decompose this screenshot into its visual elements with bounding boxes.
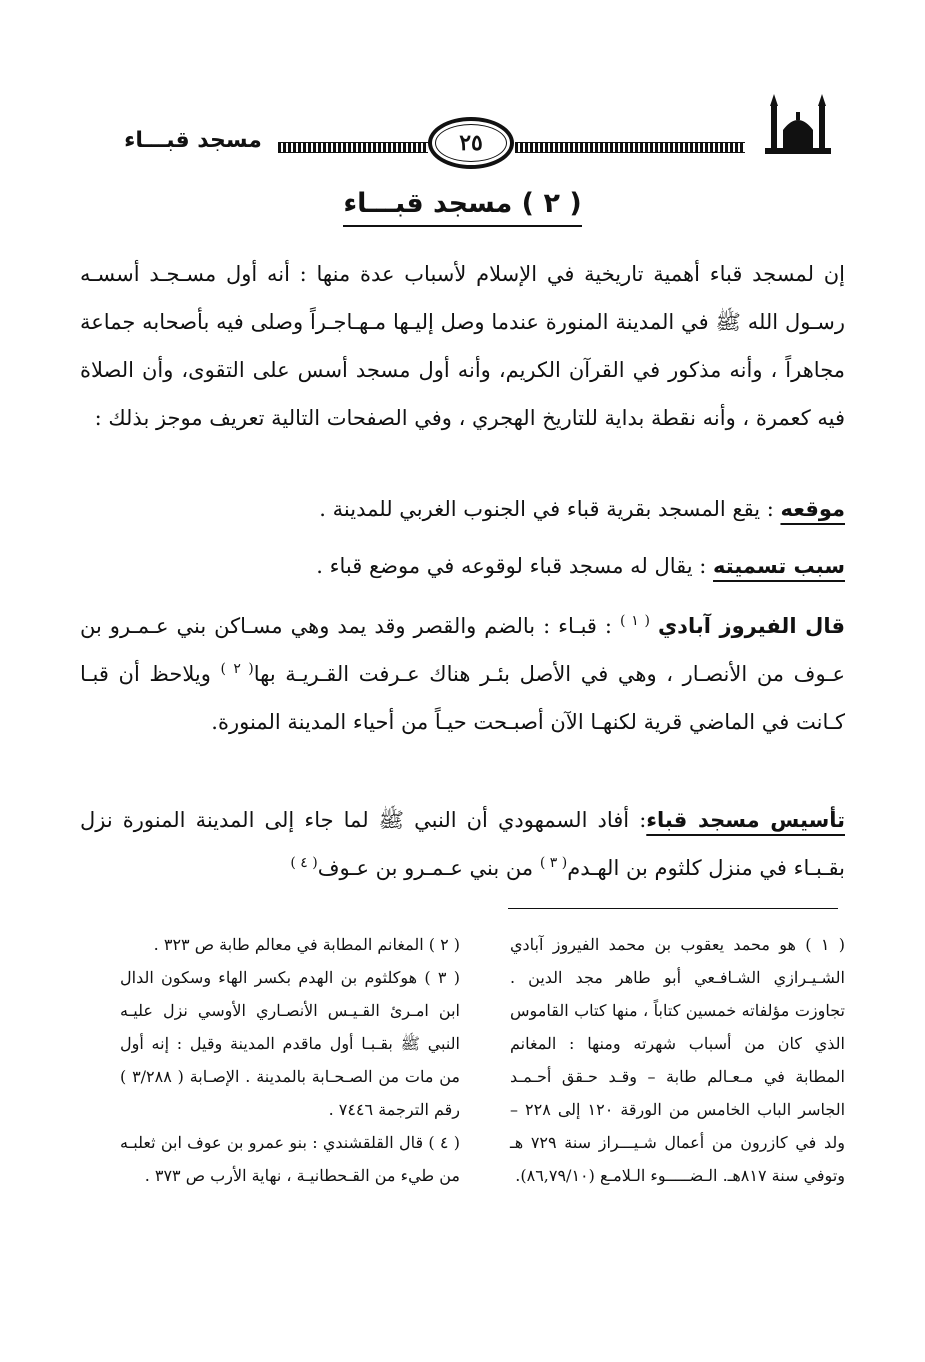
fairuzabadi-text: : قبـاء : بالضم والقصر وقد يمد وهي مسـاكن بني عـمـرو بن عـوف من الأنصـار ، وهي في الأصل بئـر هناك عـرفت القـريـة بها <box>80 614 845 686</box>
footnote-4: ( ٤ ) قال القلقشندي : بنو عمرو بن عوف ابن ثعلبـه من طيء من القـحطانيـة ، نهاية الأرب ص ٣٧٣ . <box>120 1133 460 1185</box>
footnote-1: ( ١ ) هو محمد يعقوب بن محمد الفيروز آبادي الشـيـرازي الشـافـعي أبو طاهر مجد الدين . تجاوزت مؤلفاته خمسين كتاباً ، منها كتاب القاموس الذي كان من أسباب شهرته ومنها : المغانم المطابة في مـعـالم طابة – وقـد حـقق أحـمـد الجاسر الباب الخامس من الورقة ١٢٠ إلى ٢٢٨ – ولد في كازرون من أعمال شـيـــراز سنة ٧٢٩ هـ وتوفي سنة ٨١٧هـ. الـضـــــوء الـلامـع (٨٦,٧٩/١٠). <box>510 935 846 1185</box>
naming-text: : يقال له مسجد قباء لوقوعه في موضع قباء . <box>316 554 714 578</box>
footnotes-left-column <box>120 928 460 1192</box>
fairuzabadi-text-continued: ويلاحظ أن قبـا كـانت في الماضي قرية لكنهـا الآن أصبـحت حيـاً من أحياء المدينة المنورة. <box>80 662 845 734</box>
page-number: ٢٥ <box>428 117 514 169</box>
founding-heading: تأسيس مسجد قباء <box>646 808 845 832</box>
fairuzabadi-heading: قال الفيروز آبادي <box>657 614 845 638</box>
founding-paragraph <box>80 796 845 892</box>
footnotes-right-column <box>510 928 845 1192</box>
footnote-ref-2[interactable]: ( ٢ ) <box>220 661 254 677</box>
chapter-title-text: ( ٢ ) مسجد قبـــاء <box>343 188 581 227</box>
naming-heading: سبب تسميته <box>713 554 845 578</box>
naming-paragraph <box>80 542 845 590</box>
footnote-2: ( ٢ ) المغانم المطابة في معالم طابة ص ٣٢٣ . <box>153 935 460 954</box>
header-ornamental-rule <box>515 142 745 153</box>
running-title: مسجد قبـــاء <box>124 128 262 153</box>
fairuzabadi-paragraph <box>80 602 845 746</box>
founding-text-continued: من بني عـمـرو بن عـوف <box>317 856 540 880</box>
footnote-separator <box>508 908 838 909</box>
location-paragraph <box>80 485 845 533</box>
mosque-icon <box>763 92 833 156</box>
footnote-ref-1[interactable]: ( ١ ) <box>619 613 650 629</box>
location-heading: موقعه <box>780 497 845 521</box>
header-ornamental-rule <box>278 142 428 153</box>
location-text: : يقع المسجد بقرية قباء في الجنوب الغربي للمدينة . <box>319 497 781 521</box>
footnote-ref-4[interactable]: ( ٤ ) <box>290 855 318 871</box>
footnote-3: ( ٣ ) هوكلثوم بن الهدم بكسر الهاء وسكون الدال ابن امـرئ القـيـس الأنصـاري الأوسي نزل عليـه النبي ﷺ بقـبـا أول ماقدم المدينة وقيل : إنه أول من مات من الصـحـابة بالمدينة . الإصـابة ( ٣/٢٨٨ ) رقم الترجمة ٧٤٤٦ . <box>120 968 461 1119</box>
intro-paragraph: إن لمسجد قباء أهمية تاريخية في الإسلام لأسباب عدة منها : أنه أول مسـجـد أسسـه رسـول الله ﷺ في المدينة المنورة عندما وصل إليـها مـهـاجـراً وصلى فيه بأصحابه جماعة مجاهراً ، وأنه مذكور في القرآن الكريم، وأنه أول مسجد أسس على التقوى، وأن الصلاة فيه كعمرة ، وأنه نقطة بداية للتاريخ الهجري ، وفي الصفحات التالية تعريف موجز بذلك : <box>80 262 845 430</box>
chapter-title <box>230 188 695 219</box>
footnote-ref-3[interactable]: ( ٣ ) <box>539 855 568 871</box>
founding-text: : أفاد السمهودي أن النبي ﷺ لما جاء إلى المدينة المنورة نزل بقـبـاء في منزل كلثوم بن الهـدم <box>80 808 845 880</box>
